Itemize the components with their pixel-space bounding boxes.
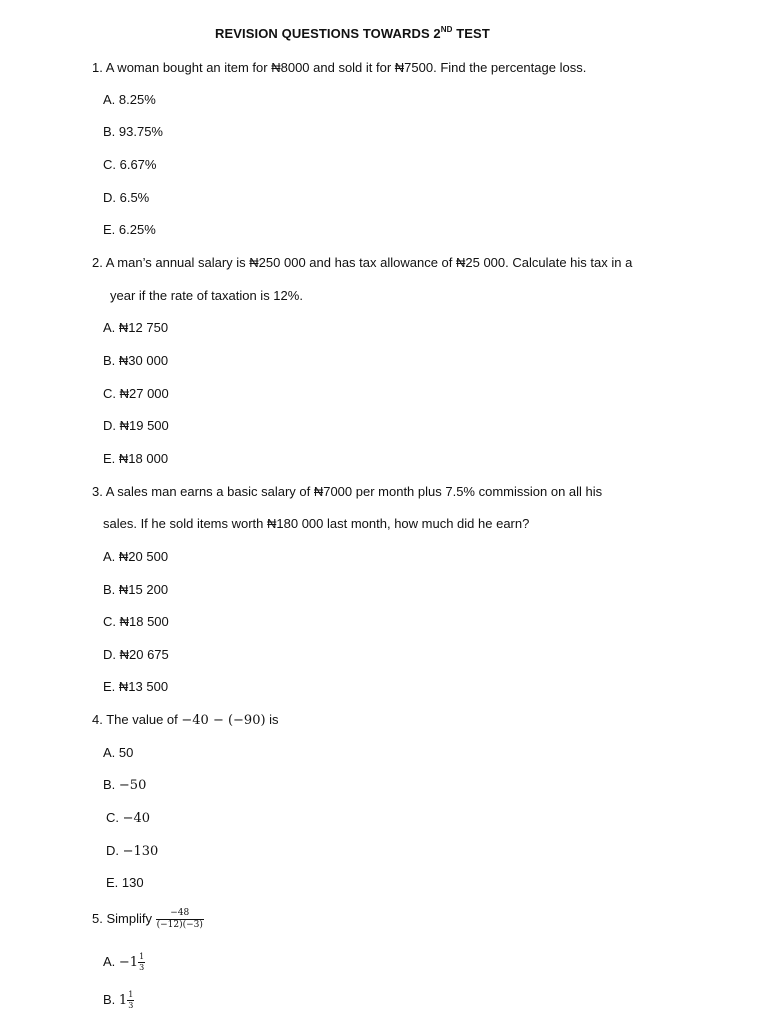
question-2-option-e: E. ₦18 000: [103, 451, 169, 466]
question-5-fraction: $\frac{-48}{(-12)(-3)}$: [156, 908, 203, 931]
question-2-option-d: D. ₦19 500: [103, 418, 169, 433]
question-1-option-a: A. 8.25%: [103, 92, 156, 107]
question-2-stem-line-2: year if the rate of taxation is 12%.: [110, 288, 303, 303]
question-2-option-c: C. ₦27 000: [103, 386, 169, 401]
question-4-option-d: D. −130: [106, 843, 159, 859]
question-1-option-b: B. 93.75%: [103, 124, 163, 139]
question-1-option-c: C. 6.67%: [103, 157, 157, 172]
question-5-option-a: A. −1 $\frac{1}{3}$: [103, 952, 145, 973]
question-4-expression: −40 − (−90): [181, 713, 266, 728]
question-3-option-e: E. ₦13 500: [103, 679, 169, 694]
question-2-option-b: B. ₦30 000: [103, 353, 169, 368]
question-2-option-a: A. ₦12 750: [103, 320, 169, 335]
question-4-option-e: E. 130: [106, 875, 144, 890]
question-1-stem: 1. A woman bought an item for ₦8000 and sold it for ₦7500. Find the percentage loss.: [92, 60, 587, 75]
question-4-stem: 4. The value of −40 − (−90) is: [92, 712, 279, 728]
question-1-option-e: E. 6.25%: [103, 222, 156, 237]
document-title: REVISION QUESTIONS TOWARDS 2ND TEST: [215, 25, 490, 41]
question-4-option-a: A. 50: [103, 745, 134, 760]
question-2-stem-line-1: 2. A man’s annual salary is ₦250 000 and has tax allowance of ₦25 000. Calculate his tax in a: [92, 255, 633, 270]
question-3-stem-line-2: sales. If he sold items worth ₦180 000 last month, how much did he earn?: [103, 516, 530, 531]
question-3-option-b: B. ₦15 200: [103, 582, 169, 597]
question-3-option-d: D. ₦20 675: [103, 647, 169, 662]
question-4-option-c: C. −40: [106, 810, 151, 826]
question-3-stem-line-1: 3. A sales man earns a basic salary of ₦7000 per month plus 7.5% commission on all his: [92, 484, 603, 499]
question-5-stem: 5. Simplify $\frac{-48}{(-12)(-3)}$: [92, 908, 203, 931]
question-3-option-c: C. ₦18 500: [103, 614, 169, 629]
question-3-option-a: A. ₦20 500: [103, 549, 169, 564]
question-4-option-b: B. −50: [103, 777, 147, 793]
question-5-option-b: B. 1 $\frac{1}{3}$: [103, 990, 134, 1011]
question-1-option-d: D. 6.5%: [103, 190, 150, 205]
